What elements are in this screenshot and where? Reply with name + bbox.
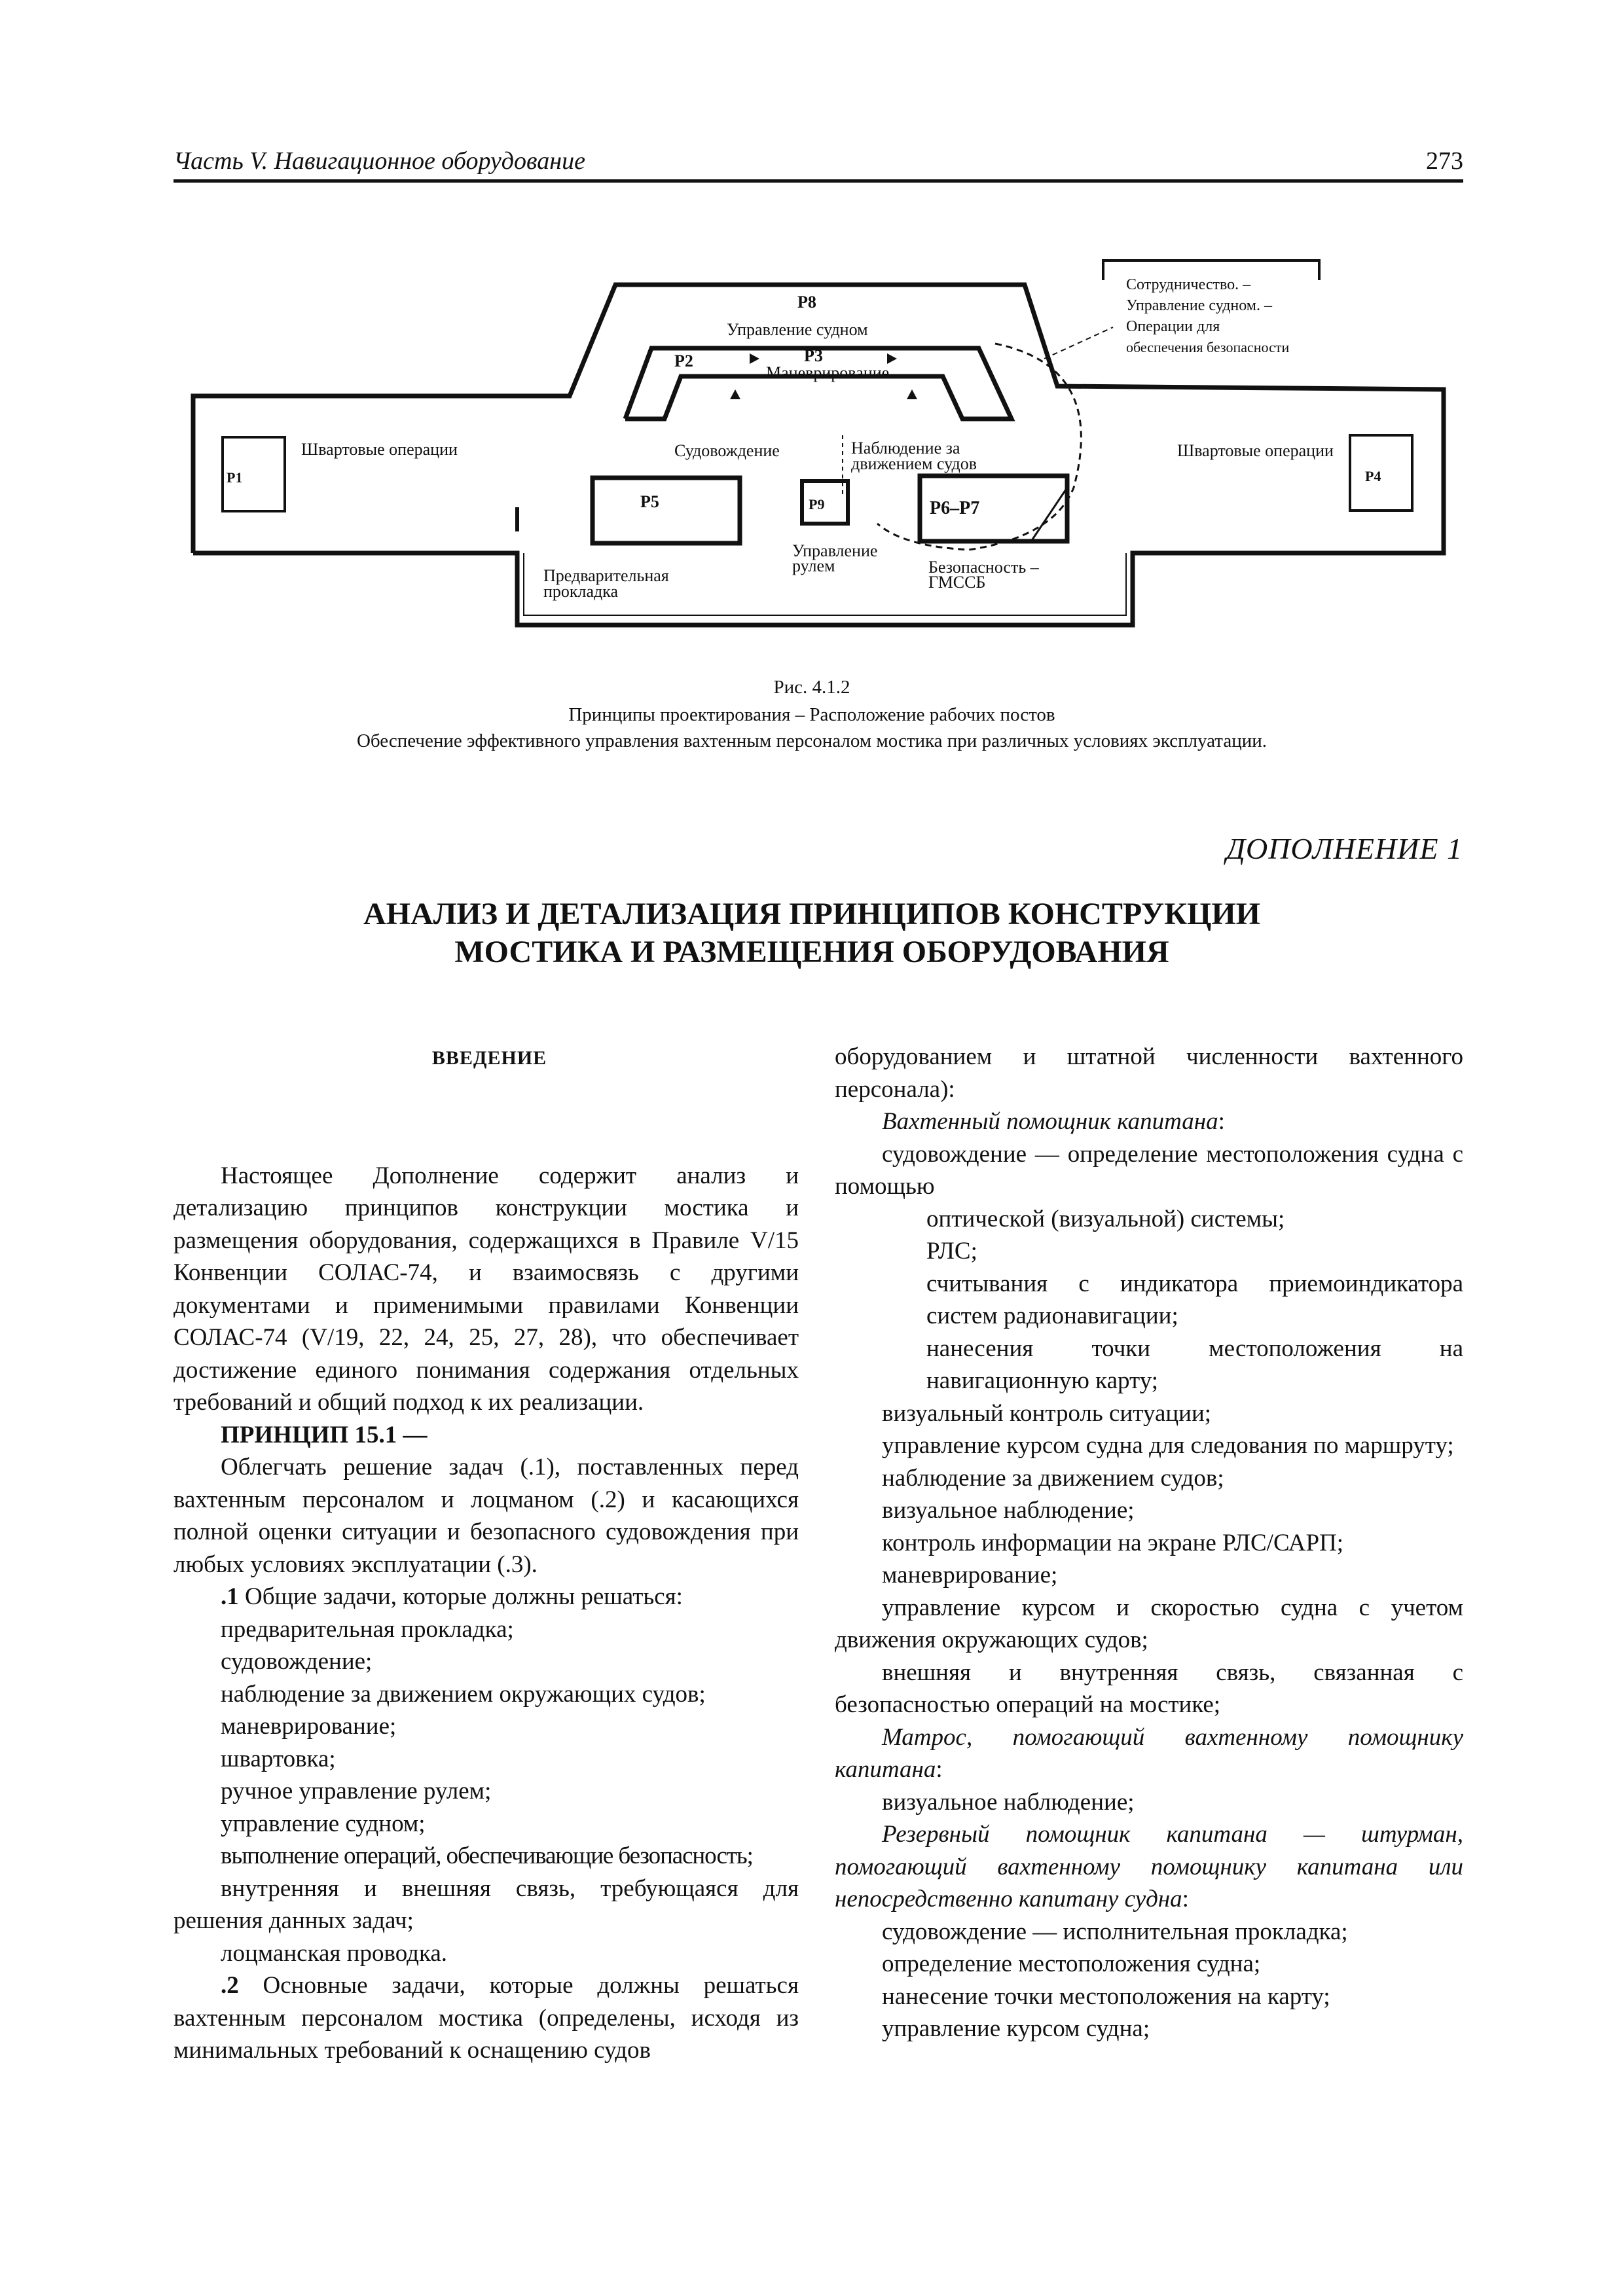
label-preplan-2: прокладка [543,582,619,601]
task-item: выполнение операций, обеспечивающие безопасность; [221,1842,753,1869]
principle-text: Облегчать решение задач (.1), поставленных перед вахтенным персоналом и лоцманом (.2) и касающихся полной оценки ситуации и безопасного судовождения при любых условиях эксплуатации (.3). [173,1454,799,1578]
role-watch-officer-title: Вахтенный помощник капитана [882,1108,1218,1135]
callout-line-3: Операции для [1126,318,1220,335]
section-1-heading [173,1581,799,1613]
label-p1: Р1 [227,469,243,486]
appendix-heading-line-2: МОСТИКА И РАЗМЕЩЕНИЯ ОБОРУДОВАНИЯ [454,935,1169,969]
label-p9: Р9 [809,496,825,512]
label-traffic-1: Наблюдение за [851,439,960,457]
reserve-duty: судовождение — исполнительная прокладка; [882,1918,1348,1945]
position-method: РЛС; [926,1238,977,1265]
right-column [835,1041,1463,2045]
label-p8: Р8 [797,293,816,312]
task-item: маневрирование; [221,1713,397,1740]
section-2-paragraph [173,1969,799,2067]
callout-line-2: Управление судном. – [1126,297,1272,314]
appendix-heading [216,895,1408,971]
role-watch-officer: Вахтенный помощник капитана: [882,1108,1225,1135]
callout-line-4: обеспечения безопасности [1126,339,1290,355]
watch-officer-lead: судовождение — определение местоположения судна с помощью [835,1140,1463,1200]
role-reserve-officer: Резервный помощник капитана — штурман, помогающий вахтенному помощнику капитана или непосредственно капитану судна: [835,1821,1463,1912]
label-p5: Р5 [640,492,659,511]
station-p5-box [593,478,740,543]
task-item: ручное управление рулем; [221,1778,492,1804]
label-p6p7: Р6–Р7 [930,498,980,518]
label-safety-1: Безопасность – [928,558,1039,577]
task-item: судовождение; [221,1648,373,1675]
principle-heading: ПРИНЦИП 15.1 — [221,1421,428,1448]
console-marker-4 [907,389,917,399]
label-ship-control: Управление судном [727,320,868,339]
task-item-pilot: лоцманская проводка. [221,1939,448,1967]
reserve-duty: управление курсом судна; [882,2015,1150,2042]
intro-paragraph: Настоящее Дополнение содержит анализ и детализацию принципов конструкции мостика и размещения оборудования, содержащихся в Правиле V/15 Конвенции СОЛАС-74, и взаимосвязь с другими документами и применимыми правилами Конвенции СОЛАС-74 (V/19, 22, 24, 25, 27, 28), что обеспечивает достижение единого понимания содержания отдельных требований и общий подход к их реализации. [173,1162,799,1416]
task-item: швартовка; [221,1745,336,1772]
duty-item: визуальный контроль ситуации; [882,1399,1212,1427]
station-p6p7-diagonal [1031,488,1067,541]
appendix-heading-line-1: АНАЛИЗ И ДЕТАЛИЗАЦИЯ ПРИНЦИПОВ КОНСТРУКЦИИ [363,897,1260,931]
label-p4: Р4 [1365,468,1381,484]
task-item: управление судном; [221,1810,426,1837]
label-maneuvering: Маневрирование [766,363,890,382]
figure-subtitle: Обеспечение эффективного управления вахтенным персоналом мостика при различных условиях эксплуатации. [356,730,1267,751]
section-1-title: Общие задачи, которые должны решаться: [238,1583,683,1610]
page-number: 273 [1426,147,1463,175]
duty-item: маневрирование; [882,1562,1058,1588]
section-2-number: .2 [221,1972,239,1999]
task-item-comms: внутренняя и внешняя связь, требующаяся для решения данных задач; [173,1874,799,1934]
console-marker-3 [730,389,740,399]
figure-number: Рис. 4.1.2 [773,677,850,698]
appendix-label: ДОПОЛНЕНИЕ 1 [1226,832,1463,865]
position-method: нанесения точки местоположения на навигационную карту; [926,1335,1463,1394]
duty-item: визуальное наблюдение; [882,1497,1135,1524]
position-method: оптической (визуальной) системы; [926,1205,1285,1232]
continuation-text: оборудованием и штатной численности вахтенного персонала): [835,1043,1463,1103]
role-seaman: Матрос, помогающий вахтенному помощнику капитана: [835,1723,1463,1783]
duty-item: управление курсом судна для следования по маршруту; [882,1432,1454,1459]
duty-item: внешняя и внутренняя связь, связанная с безопасностью операций на мостике; [835,1659,1463,1718]
left-column [173,1042,799,2067]
duty-item: управление курсом и скоростью судна с учетом движения окружающих судов; [835,1594,1463,1653]
running-header [173,145,1463,183]
label-mooring-right: Швартовые операции [1177,441,1334,460]
label-p3: Р3 [804,346,823,365]
role-reserve-officer-title: Резервный помощник капитана — штурман, помогающий вахтенному помощнику капитана или непосредственно капитану судна [835,1821,1463,1912]
console-marker-1 [750,353,759,364]
running-title: Часть V. Навигационное оборудование [173,147,585,175]
label-safety-2: ГМССБ [928,573,986,592]
reserve-duty: нанесение точки местоположения на карту; [882,1982,1330,2010]
callout-leader [1044,327,1113,359]
section-1-number: .1 [221,1583,239,1610]
label-mooring-left: Швартовые операции [301,440,458,459]
reserve-duty: определение местоположения судна; [882,1950,1261,1977]
console-marker-2 [887,353,897,364]
label-helm-2: рулем [792,556,835,575]
task-item: предварительная прокладка; [221,1615,514,1643]
callout-line-1: Сотрудничество. – [1126,276,1251,293]
duty-item: наблюдение за движением судов; [882,1464,1224,1492]
section-2-text: Основные задачи, которые должны решаться вахтенным персоналом мостика (определены, исходя из минимальных требований к оснащению судов [173,1972,799,2064]
label-preplan-1: Предварительная [543,566,669,585]
label-traffic-2: движением судов [851,454,977,473]
label-navigation: Судовождение [674,441,780,460]
task-item: наблюдение за движением окружающих судов; [221,1680,706,1708]
position-method: считывания с индикатора приемоиндикатора систем радионавигации; [926,1270,1463,1329]
station-p4-box [1350,435,1412,511]
figure-title: Принципы проектирования – Расположение рабочих постов [568,704,1055,725]
label-p2: Р2 [674,351,693,370]
seaman-duty: визуальное наблюдение; [882,1788,1135,1816]
duty-item: контроль информации на экране РЛС/САРП; [882,1529,1344,1556]
intro-heading: ВВЕДЕНИЕ [431,1047,547,1069]
role-seaman-title: Матрос, помогающий вахтенному помощнику капитана [835,1723,1463,1783]
bridge-layout-diagram [0,249,1623,668]
label-helm-1: Управление [792,541,878,560]
